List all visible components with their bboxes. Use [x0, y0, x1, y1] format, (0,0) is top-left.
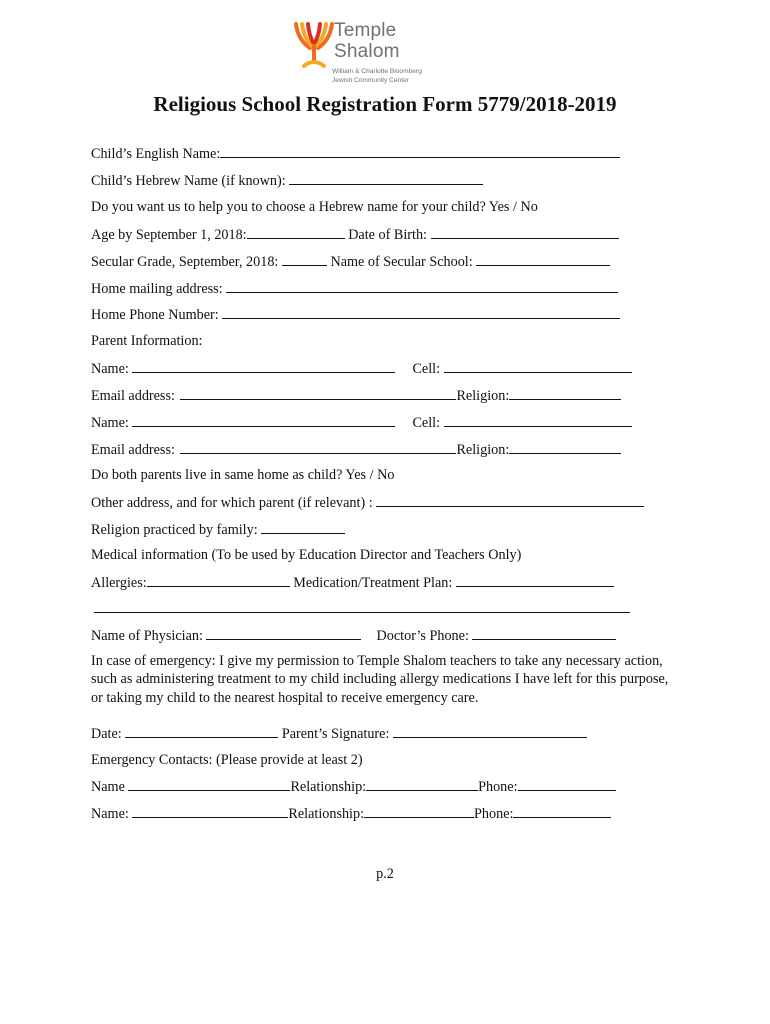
- parents-signature-label: Parent’s Signature:: [281, 726, 390, 742]
- contact1-relationship-field[interactable]: [366, 777, 478, 791]
- date-label: Date:: [91, 726, 122, 742]
- contact2-relationship-field[interactable]: [364, 804, 474, 818]
- other-address-row: [91, 493, 644, 512]
- page-number: p.2: [376, 866, 394, 882]
- emergency-contacts-label: Emergency Contacts: (Please provide at least 2): [91, 752, 363, 768]
- childs-hebrew-name-field[interactable]: [289, 171, 483, 185]
- emergency-contacts-heading: [91, 751, 363, 769]
- contact1-name-label: Name: [91, 779, 125, 795]
- date-of-birth-field[interactable]: [431, 225, 619, 239]
- contact2-name-label: Name:: [91, 806, 129, 822]
- religion-family-field[interactable]: [261, 520, 345, 534]
- parent1-name-field[interactable]: [132, 359, 395, 373]
- emergency-contact2-row: [91, 804, 611, 823]
- allergies-row: [91, 573, 614, 592]
- childs-hebrew-name-row: [91, 171, 483, 190]
- parent2-cell-field[interactable]: [444, 413, 632, 427]
- emergency-permission-paragraph: In case of emergency: I give my permission to Temple Shalom teachers to take any necessary action, such as administering treatment to my child including allergy medications I have left for this purpose, or taking my child to the nearest hospital to receive emergency care.: [91, 653, 669, 706]
- temple-shalom-logo: [294, 14, 444, 88]
- same-home-question[interactable]: Do both parents live in same home as child? Yes / No: [91, 467, 395, 483]
- medical-info-label: Medical information (To be used by Education Director and Teachers Only): [91, 547, 522, 563]
- home-phone-field[interactable]: [222, 305, 620, 319]
- secular-grade-label: Secular Grade, September, 2018:: [91, 254, 279, 270]
- medical-info-row: [91, 546, 521, 564]
- childs-english-name-label: Child’s English Name:: [91, 146, 221, 162]
- religion-family-label: Religion practiced by family:: [91, 522, 258, 538]
- contact2-relationship-label: Relationship:: [288, 806, 365, 822]
- secular-school-label: Name of Secular School:: [330, 254, 473, 270]
- physician-field[interactable]: [206, 626, 361, 640]
- date-of-birth-label: Date of Birth:: [348, 227, 427, 243]
- home-mailing-address-label: Home mailing address:: [91, 281, 223, 297]
- parent1-cell-label: Cell:: [412, 361, 441, 377]
- logo-word-shalom: Shalom: [334, 41, 400, 62]
- contact1-phone-label: Phone:: [478, 779, 518, 795]
- parent2-name-row: [91, 413, 632, 432]
- logo-subtitle-line1: William & Charlotte Bloomberg: [332, 68, 422, 75]
- parent1-name-label: Name:: [91, 361, 129, 377]
- parent1-email-field[interactable]: [180, 386, 456, 400]
- age-dob-row: [91, 225, 619, 244]
- secular-grade-row: [91, 252, 610, 271]
- parents-signature-field[interactable]: [393, 724, 587, 738]
- parent1-cell-field[interactable]: [444, 359, 632, 373]
- parent2-email-field[interactable]: [180, 440, 456, 454]
- home-phone-label: Home Phone Number:: [91, 307, 219, 323]
- parent-information-label: Parent Information:: [91, 333, 203, 349]
- childs-english-name-field[interactable]: [220, 144, 620, 158]
- logo-subtitle-line2: Jewish Community Center: [332, 77, 409, 84]
- menorah-logo-icon: [294, 20, 334, 70]
- form-title: Religious School Registration Form 5779/2018-2019: [153, 92, 617, 116]
- contact2-phone-field[interactable]: [513, 804, 611, 818]
- childs-english-name-row: [91, 144, 620, 163]
- allergies-field[interactable]: [147, 573, 290, 587]
- allergies-label: Allergies:: [91, 575, 147, 591]
- secular-grade-field[interactable]: [282, 252, 327, 266]
- logo-word-temple: Temple: [334, 20, 397, 41]
- home-mailing-address-row: [91, 279, 618, 298]
- date-signature-row: [91, 724, 587, 743]
- physician-label: Name of Physician:: [91, 628, 203, 644]
- contact2-phone-label: Phone:: [474, 806, 514, 822]
- same-home-row: [91, 466, 394, 484]
- emergency-contact1-row: [91, 777, 616, 796]
- parent2-cell-label: Cell:: [412, 415, 441, 431]
- hebrew-name-question[interactable]: Do you want us to help you to choose a Hebrew name for your child? Yes / No: [91, 199, 538, 215]
- parent2-religion-label: Religion:: [456, 442, 510, 458]
- physician-row: [91, 626, 616, 645]
- medical-continuation-row: [91, 599, 630, 618]
- parent1-religion-label: Religion:: [456, 388, 510, 404]
- parent1-email-row: [91, 386, 621, 405]
- doctors-phone-label: Doctor’s Phone:: [376, 628, 469, 644]
- age-field[interactable]: [247, 225, 345, 239]
- contact2-name-field[interactable]: [132, 804, 288, 818]
- contact1-phone-field[interactable]: [518, 777, 616, 791]
- home-mailing-address-field[interactable]: [226, 279, 618, 293]
- parent-information-heading: [91, 332, 203, 350]
- parent2-name-label: Name:: [91, 415, 129, 431]
- medication-plan-label: Medication/Treatment Plan:: [293, 575, 453, 591]
- medical-continuation-field[interactable]: [94, 599, 630, 613]
- home-phone-row: [91, 305, 620, 324]
- parent2-email-row: [91, 440, 621, 459]
- contact1-relationship-label: Relationship:: [290, 779, 367, 795]
- other-address-field[interactable]: [376, 493, 644, 507]
- parent1-email-label: Email address:: [91, 388, 175, 404]
- contact1-name-field[interactable]: [128, 777, 290, 791]
- secular-school-field[interactable]: [476, 252, 610, 266]
- medication-plan-field[interactable]: [456, 573, 614, 587]
- childs-hebrew-name-label: Child’s Hebrew Name (if known):: [91, 173, 286, 189]
- other-address-label: Other address, and for which parent (if relevant) :: [91, 495, 373, 511]
- parent2-email-label: Email address:: [91, 442, 175, 458]
- date-field[interactable]: [125, 724, 278, 738]
- age-label: Age by September 1, 2018:: [91, 227, 247, 243]
- parent2-religion-field[interactable]: [509, 440, 621, 454]
- parent2-name-field[interactable]: [132, 413, 395, 427]
- parent1-religion-field[interactable]: [509, 386, 621, 400]
- parent1-name-row: [91, 359, 632, 378]
- doctors-phone-field[interactable]: [472, 626, 616, 640]
- religion-family-row: [91, 520, 345, 539]
- hebrew-name-question-row: [91, 198, 538, 216]
